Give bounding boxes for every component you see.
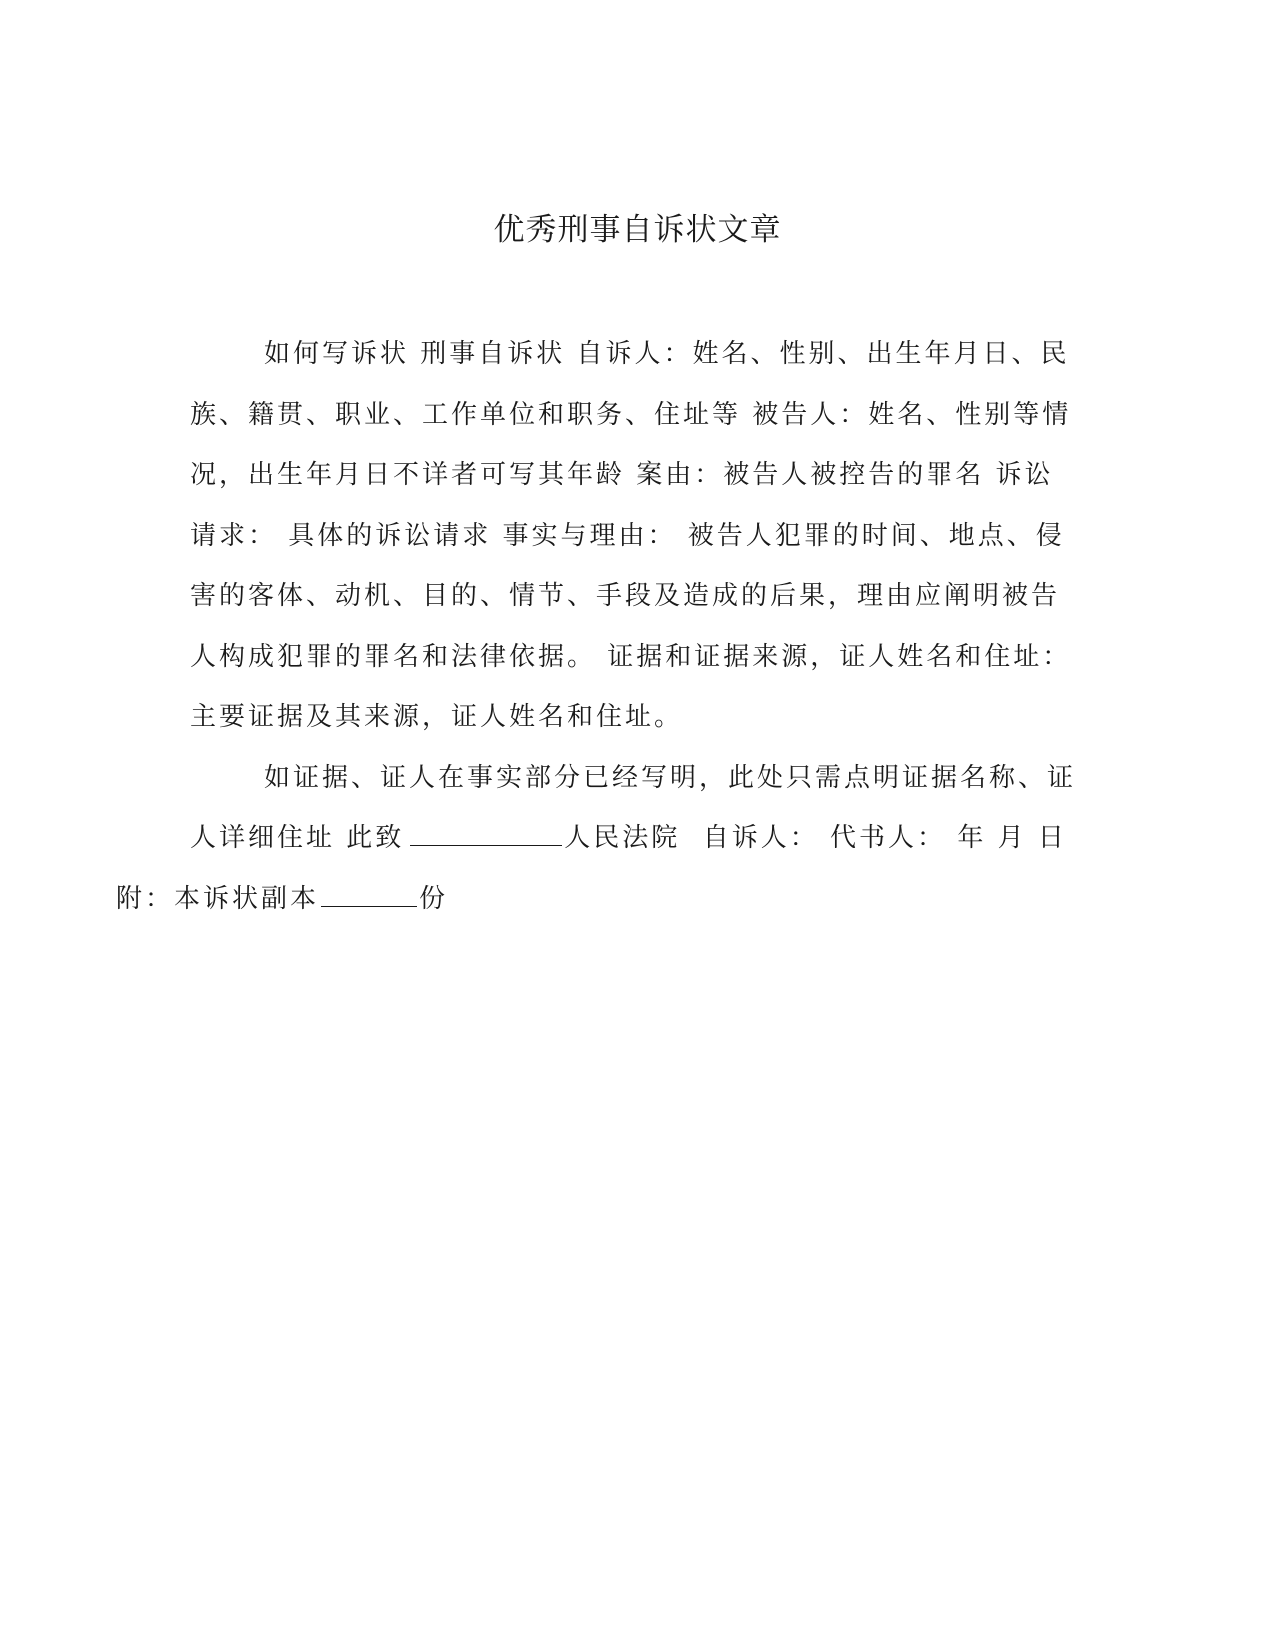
attachment-label: 附：本诉状副本 (116, 883, 320, 914)
copies-count-blank (321, 880, 417, 907)
paragraph-complaint-structure: 如何写诉状 刑事自诉状 自诉人：姓名、性别、出生年月日、民族、籍贯、职业、工作单位和职务、住址等 被告人：姓名、性别等情况，出生年月日不详者可写其年龄 案由：被告人被控告的罪名 诉讼请求： 具体的诉讼请求 事实与理由： 被告人犯罪的时间、地点、侵害的客体、动机、目的、情节、手段及造成的后果，理由应阐明被告人构成犯罪的罪名和法律依据。 证据和证据来源，证人姓名和住址： 主要证据及其来源，证人姓名和住址。 (190, 339, 1083, 732)
paragraph-evidence-text: 如证据、证人在事实部分已经写明，此处只需点明证据名称、证人详细住址 此致 (190, 762, 1077, 853)
court-name-blank (410, 819, 562, 846)
document-body (116, 324, 1083, 929)
document-title: 优秀刑事自诉状文章 (493, 212, 782, 248)
attachment-suffix: 份 (419, 883, 449, 914)
closing-signature-text: 人民法院 自诉人： 代书人： 年 月 日 (564, 823, 1067, 853)
paragraph-evidence-closing (116, 748, 1080, 930)
